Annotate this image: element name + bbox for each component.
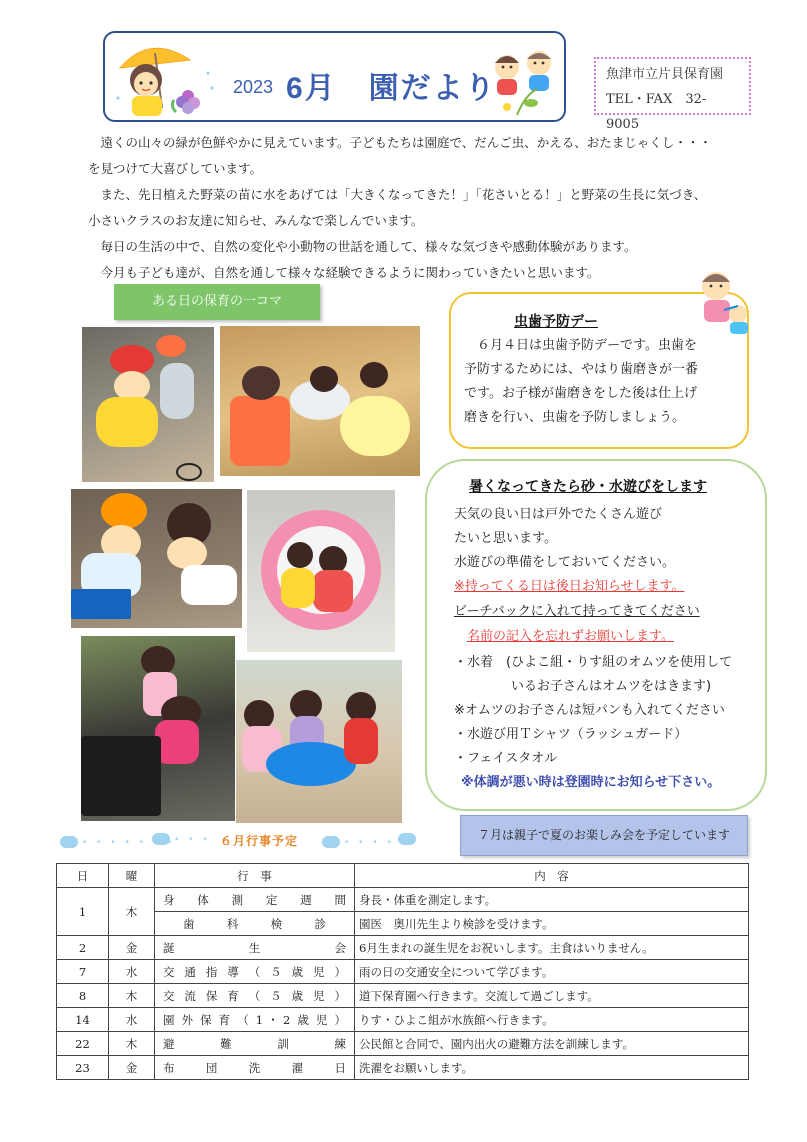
page-title: 6月 園だより <box>286 72 497 105</box>
school-info-box <box>594 57 751 132</box>
row-weekday: 金 <box>109 936 155 960</box>
row-weekday: 木 <box>109 984 155 1008</box>
children-illustration <box>487 45 562 117</box>
schedule-table <box>56 863 749 1080</box>
row-weekday: 金 <box>109 1056 155 1080</box>
row-day: 14 <box>57 1008 109 1032</box>
intro-line: を見つけて大喜びしています。 <box>88 161 263 176</box>
row-event-text: 布団洗濯日 <box>163 1060 346 1075</box>
row-content: 洗濯をお願いします。 <box>355 1056 749 1080</box>
water-item-swimsuit: ・水着 (ひよこ組・りす組のオムツを使用して <box>454 655 733 670</box>
water-health-notice: ※体調が悪い時は登園時にお知らせ下さい。 <box>461 775 721 790</box>
row-event <box>155 1008 355 1032</box>
dots-decoration: • • • <box>174 835 211 845</box>
photo-children-lying-blankets <box>220 326 420 476</box>
table-row <box>57 984 749 1008</box>
row-event-text: 避難訓練 <box>163 1036 346 1051</box>
schedule-title: ６月行事予定 <box>220 834 299 848</box>
header-event: 行 事 <box>155 864 355 888</box>
row-content: 道下保育園へ行きます。交流して過ごします。 <box>355 984 749 1008</box>
row-event <box>155 1056 355 1080</box>
water-beach-bag: ビーチバックに入れて持ってきてください <box>454 604 700 619</box>
header-day: 日 <box>57 864 109 888</box>
row-event <box>155 912 355 936</box>
water-diaper-note: ※オムツのお子さんは短パンも入れてください <box>454 703 725 718</box>
dots-decoration: • • • • • • • <box>82 838 176 848</box>
cavity-line: ６月４日は虫歯予防デーです。虫歯を <box>464 338 697 353</box>
table-row <box>57 1008 749 1032</box>
july-notice-banner: ７月は親子で夏のお楽しみ会を予定しています <box>460 815 748 856</box>
photo-children-red-hats <box>82 327 214 482</box>
table-row <box>57 1056 749 1080</box>
row-day: 8 <box>57 984 109 1008</box>
intro-line: また、先日植えた野菜の苗に水をあげては「大きくなってきた！」「花さいとる！」と野菜の生長に気づき、 <box>88 187 707 202</box>
header-year: 2023 <box>233 77 274 97</box>
row-event-text: 園外保育（1･2歳児） <box>163 1012 346 1027</box>
row-content: りす・ひよこ組が水族館へ行きます。 <box>355 1008 749 1032</box>
photo-children-garden-digging <box>71 489 242 628</box>
cloud-icon <box>60 836 78 848</box>
header-content: 内 容 <box>355 864 749 888</box>
row-content-text: 6月生まれの誕生児をお祝いします。主食はいりません。 <box>359 940 654 955</box>
water-name-reminder: 名前の記入を忘れずお願いします。 <box>467 629 674 644</box>
intro-line: 小さいクラスのお友達に知らせ、みんなで楽しんでいます。 <box>88 213 424 228</box>
water-item-tshirt: ・水遊び用Ｔシャツ（ラッシュガード） <box>454 727 688 742</box>
cavity-line: 磨きを行い、虫歯を予防しましょう。 <box>464 410 686 425</box>
photo-children-watering-plants <box>81 636 235 821</box>
intro-line: 毎日の生活の中で、自然の変化や小動物の世話を通して、様々な気づきや感動体験があります。 <box>88 239 637 254</box>
water-line: 天気の良い日は戸外でたくさん遊び <box>454 507 663 522</box>
cavity-line: 予防するためには、やはり歯磨きが一番 <box>464 362 699 377</box>
table-row <box>57 912 749 936</box>
photo-section-label: ある日の保育の一コマ <box>114 284 320 320</box>
row-weekday: 木 <box>109 888 155 936</box>
school-name: 魚津市立片貝保育園 <box>606 67 724 82</box>
row-day: 23 <box>57 1056 109 1080</box>
dots-decoration: • • • • • <box>344 838 409 848</box>
row-event <box>155 960 355 984</box>
photo-children-fish-rocker <box>236 660 402 823</box>
cloud-icon <box>322 836 340 848</box>
cavity-body <box>464 334 747 430</box>
row-event-text: 交流保育（５歳児） <box>163 988 346 1003</box>
row-weekday: 木 <box>109 1032 155 1056</box>
intro-text <box>88 130 763 286</box>
row-event-text: 身体測定週間 <box>163 892 346 907</box>
photo-children-play-tunnel <box>247 490 395 652</box>
intro-line: 今月も子ども達が、自然を通して様々な経験できるように関わっていきたいと思います。 <box>88 265 600 280</box>
water-title: 暑くなってきたら砂・水遊びをします <box>469 479 707 495</box>
girl-umbrella-illustration <box>110 38 220 118</box>
row-weekday: 水 <box>109 1008 155 1032</box>
row-event-text: 歯科検診 <box>183 916 326 931</box>
cavity-title: 虫歯予防デー <box>514 314 598 330</box>
row-weekday: 水 <box>109 960 155 984</box>
table-row <box>57 1032 749 1056</box>
row-day: 22 <box>57 1032 109 1056</box>
table-row <box>57 888 749 912</box>
water-line: 水遊びの準備をしておいてください。 <box>454 555 676 570</box>
school-tel: TEL・FAX 32-9005 <box>606 92 707 132</box>
row-content: 雨の日の交通安全について学びます。 <box>355 960 749 984</box>
table-row <box>57 936 749 960</box>
table-header-row <box>57 864 749 888</box>
row-event <box>155 984 355 1008</box>
water-item-swimsuit-note: いるお子さんはオムツをはきます) <box>511 679 712 694</box>
row-content <box>355 936 749 960</box>
cavity-line: です。お子様が歯磨きをした後は仕上げ <box>464 386 697 401</box>
row-content: 身長・体重を測定します。 <box>355 888 749 912</box>
row-event <box>155 888 355 912</box>
intro-line: 遠くの山々の緑が色鮮やかに見えています。子どもたちは園庭で、だんご虫、かえる、おたまじゃくし・・・ <box>88 135 712 150</box>
water-line: たいと思います。 <box>454 531 557 546</box>
row-day: 7 <box>57 960 109 984</box>
row-day: 2 <box>57 936 109 960</box>
row-content: 公民館と合同で、園内出火の避難方法を訓練します。 <box>355 1032 749 1056</box>
water-item-towel: ・フェイスタオル <box>454 751 558 766</box>
row-content: 園医 奥川先生より検診を受けます。 <box>355 912 749 936</box>
header-weekday: 曜 <box>109 864 155 888</box>
table-row <box>57 960 749 984</box>
tooth-brushing-illustration <box>690 266 756 338</box>
row-event-text: 交通指導（５歳児） <box>163 964 346 979</box>
water-notice-red: ※持ってくる日は後日お知らせします。 <box>454 579 685 594</box>
row-event-text: 誕生会 <box>163 940 346 955</box>
row-day: 1 <box>57 888 109 936</box>
row-event <box>155 1032 355 1056</box>
row-event <box>155 936 355 960</box>
